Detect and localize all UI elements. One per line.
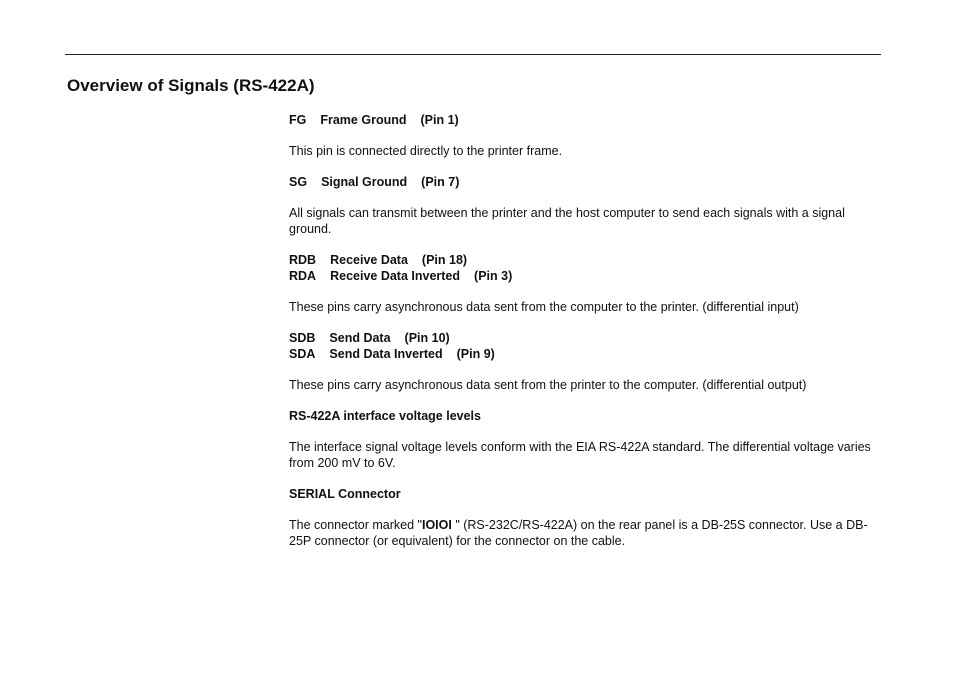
signal-abbr: RDB [289,253,317,267]
signal-rdb-heading [289,252,874,268]
top-rule [65,54,881,55]
signal-abbr: SG [289,175,308,189]
signal-pin: (Pin 7) [421,175,460,189]
serial-desc-before: The connector marked " [289,518,422,532]
signal-abbr: RDA [289,269,317,283]
serial-port-mark: IOIOI [421,518,452,532]
signal-pin: (Pin 9) [456,347,495,361]
signal-label: Receive Data Inverted [330,269,461,283]
page-title: Overview of Signals (RS-422A) [67,76,315,95]
signal-label: Receive Data [330,253,408,267]
signal-sdb-heading [289,330,874,346]
signal-pin: (Pin 3) [474,269,513,283]
receive-data-description: These pins carry asynchronous data sent from the computer to the printer. (differential input) [289,300,799,314]
serial-connector-heading: SERIAL Connector [289,487,401,501]
signal-label: Send Data Inverted [329,347,443,361]
voltage-levels-description: The interface signal voltage levels conform with the EIA RS-422A standard. The differential voltage varies from 200 mV to 6V. [289,440,871,470]
signal-label: Frame Ground [320,113,407,127]
signal-sg-heading [289,174,874,190]
signal-fg-description: This pin is connected directly to the printer frame. [289,144,563,158]
signal-sda-heading [289,346,874,362]
signal-pin: (Pin 10) [404,331,450,345]
signal-pin: (Pin 1) [420,113,459,127]
serial-connector-description [289,517,874,549]
signal-sg-description: All signals can transmit between the printer and the host computer to send each signals with a signal ground. [289,206,845,236]
signal-abbr: SDB [289,331,316,345]
signal-label: Signal Ground [321,175,408,189]
signal-label: Send Data [329,331,391,345]
signal-pin: (Pin 18) [421,253,468,267]
serial-desc-after: " (RS-232C/RS-422A) on the rear panel is a DB-25S connector. Use a DB-25P connector (or equivalent) for the connector on the cable. [289,518,868,548]
send-data-description: These pins carry asynchronous data sent from the printer to the computer. (differential output) [289,378,807,392]
signal-rda-heading [289,268,874,284]
signal-abbr: SDA [289,347,316,361]
voltage-levels-heading: RS-422A interface voltage levels [289,409,481,423]
signal-fg-heading [289,112,874,128]
signal-abbr: FG [289,113,307,127]
signal-overview-content [289,112,874,549]
